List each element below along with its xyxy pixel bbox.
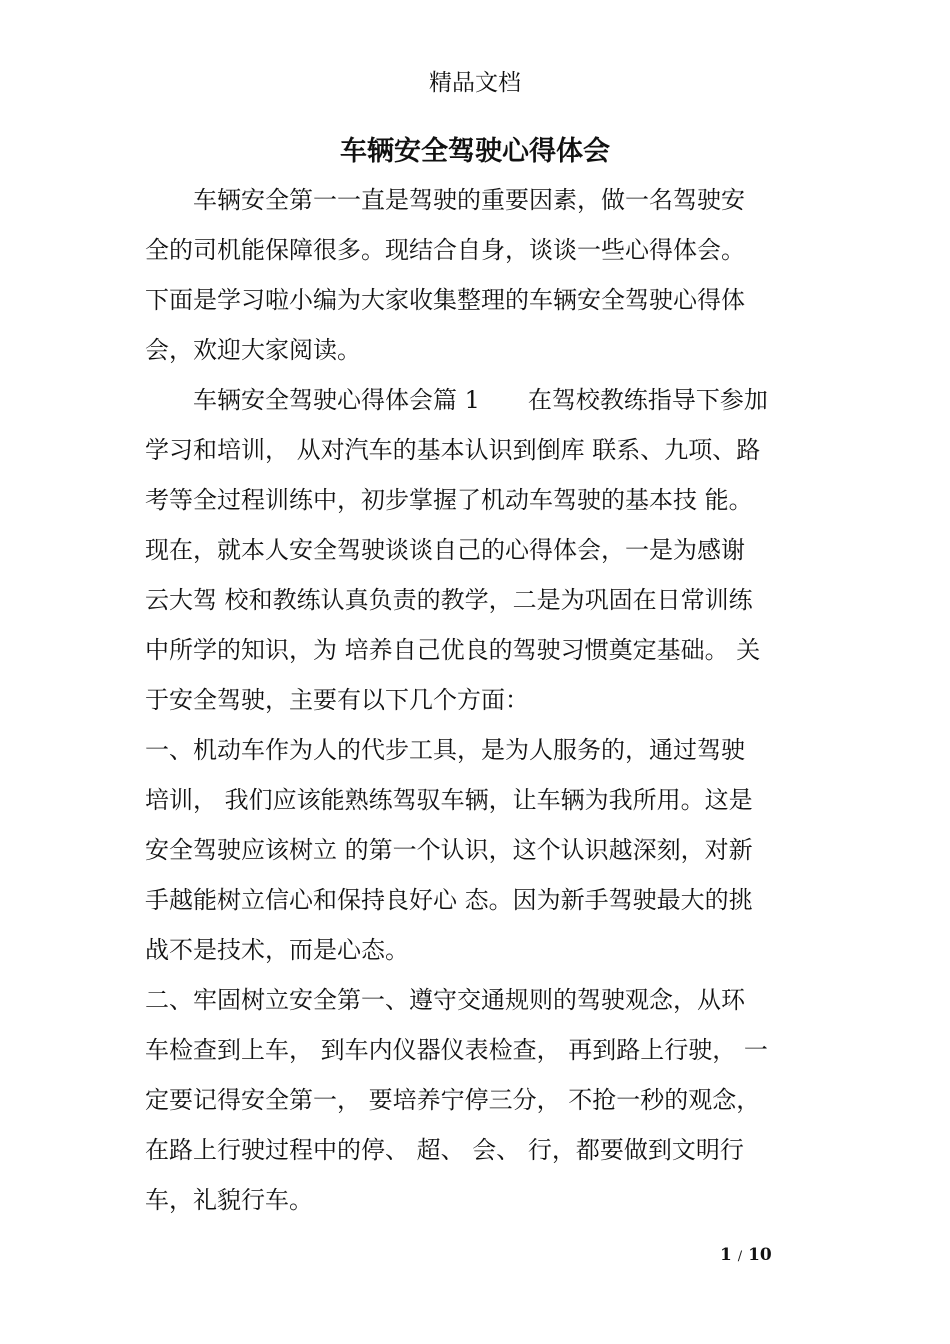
text-line: 战不是技术，而是心态。 xyxy=(145,936,409,964)
text-line: 在路上行驶过程中的停、 超、 会、 行，都要做到文明行 xyxy=(145,1136,744,1164)
text-line: 车辆安全驾驶心得体会篇 1 在驾校教练指导下参加 xyxy=(145,386,768,414)
text-line: 学习和培训， 从对汽车的基本认识到倒库 联系、九项、路 xyxy=(145,436,761,464)
text-line: 安全驾驶应该树立 的第一个认识，这个认识越深刻，对新 xyxy=(145,836,753,864)
text-line: 现在，就本人安全驾驶谈谈自己的心得体会，一是为感谢 xyxy=(145,536,745,564)
text-line: 车检查到上车， 到车内仪器仪表检查， 再到路上行驶， 一 xyxy=(145,1036,768,1064)
text-line: 考等全过程训练中，初步掌握了机动车驾驶的基本技 能。 xyxy=(145,486,753,514)
text-line: 会，欢迎大家阅读。 xyxy=(145,336,361,364)
text-line: 车，礼貌行车。 xyxy=(145,1186,313,1214)
text-line: 手越能树立信心和保持良好心 态。因为新手驾驶最大的挑 xyxy=(145,886,753,914)
text-line: 于安全驾驶，主要有以下几个方面： xyxy=(145,686,529,714)
text-line: 全的司机能保障很多。现结合自身，谈谈一些心得体会。 xyxy=(145,236,745,264)
current-page-number: 1 xyxy=(720,1245,732,1265)
text-line: 云大驾 校和教练认真负责的教学，二是为巩固在日常训练 xyxy=(145,586,753,614)
text-line: 一、机动车作为人的代步工具，是为人服务的，通过驾驶 xyxy=(145,736,745,764)
total-page-number: 10 xyxy=(748,1245,772,1265)
text-line: 培训， 我们应该能熟练驾驭车辆，让车辆为我所用。这是 xyxy=(145,786,753,814)
page-number xyxy=(720,1244,820,1268)
page-header: 精品文档 xyxy=(429,70,521,96)
text-line: 二、牢固树立安全第一、遵守交通规则的驾驶观念，从环 xyxy=(145,986,745,1014)
text-line: 车辆安全第一一直是驾驶的重要因素，做一名驾驶安 xyxy=(145,186,745,214)
page-separator: / xyxy=(737,1249,743,1264)
text-line: 定要记得安全第一， 要培养宁停三分， 不抢一秒的观念， xyxy=(145,1086,761,1114)
text-line: 中所学的知识，为 培养自己优良的驾驶习惯奠定基础。 关 xyxy=(145,636,761,664)
text-line: 下面是学习啦小编为大家收集整理的车辆安全驾驶心得体 xyxy=(145,286,745,314)
document-title: 车辆安全驾驶心得体会 xyxy=(340,136,610,167)
